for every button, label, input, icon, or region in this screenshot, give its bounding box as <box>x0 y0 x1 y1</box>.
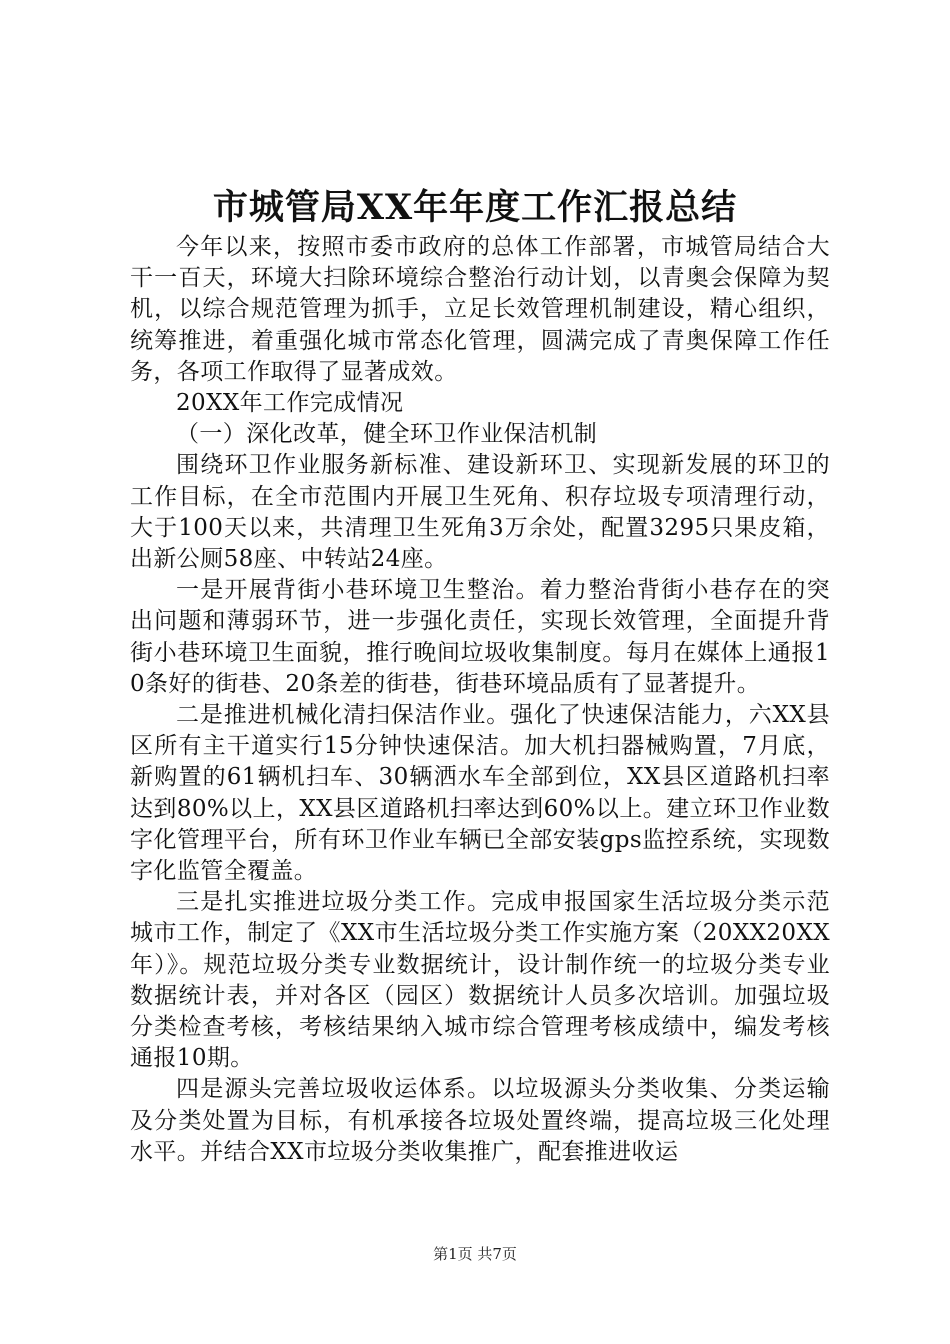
body-paragraph: 二是推进机械化清扫保洁作业。强化了快速保洁能力，六XX县区所有主干道实行15分钟快速保洁。加大机扫器械购置，7月底，新购置的61辆机扫车、30辆洒水车全部到位，XX县区道路机扫率达到80%以上，XX县区道路机扫率达到60%以上。建立环卫作业数字化管理平台，所有环卫作业车辆已全部安装gps监控系统，实现数字化监管全覆盖。 <box>130 702 830 885</box>
subsection-heading: （一）深化改革，健全环卫作业保洁机制 <box>176 421 598 448</box>
body-paragraph: 一是开展背街小巷环境卫生整治。着力整治背街小巷存在的突出问题和薄弱环节，进一步强化责任，实现长效管理，全面提升背街小巷环境卫生面貌，推行晚间垃圾收集制度。每月在媒体上通报10条好的街巷、20条差的街巷，街巷环境品质有了显著提升。 <box>130 577 830 697</box>
body-paragraph: 围绕环卫作业服务新标准、建设新环卫、实现新发展的环卫的工作目标，在全市范围内开展卫生死角、积存垃圾专项清理行动，大于100天以来，共清理卫生死角3万余处，配置3295只果皮箱，出新公厕58座、中转站24座。 <box>130 452 830 573</box>
body-paragraph: 三是扎实推进垃圾分类工作。完成申报国家生活垃圾分类示范城市工作，制定了《XX市生活垃圾分类工作实施方案（20XX20XX年）》。规范垃圾分类专业数据统计，设计制作统一的垃圾分类专业数据统计表，并对各区（园区）数据统计人员多次培训。加强垃圾分类检查考核，考核结果纳入城市综合管理考核成绩中，编发考核通报10期。 <box>130 889 830 1072</box>
body-paragraph: 四是源头完善垃圾收运体系。以垃圾源头分类收集、分类运输及分类处置为目标，有机承接各垃圾处置终端，提高垃圾三化处理水平。并结合XX市垃圾分类收集推广，配套推进收运 <box>130 1076 830 1165</box>
document-title: 市城管局XX年年度工作汇报总结 <box>212 187 738 228</box>
intro-paragraph: 今年以来，按照市委市政府的总体工作部署，市城管局结合大干一百天，环境大扫除环境综合整治行动计划，以青奥会保障为契机，以综合规范管理为抓手，立足长效管理机制建设，精心组织，统筹推进，着重强化城市常态化管理，圆满完成了青奥保障工作任务，各项工作取得了显著成效。 <box>130 234 830 385</box>
page-number-footer: 第1页 共7页 <box>433 1245 517 1263</box>
section-heading: 20XX年工作完成情况 <box>176 390 404 417</box>
document-body <box>130 232 830 1168</box>
